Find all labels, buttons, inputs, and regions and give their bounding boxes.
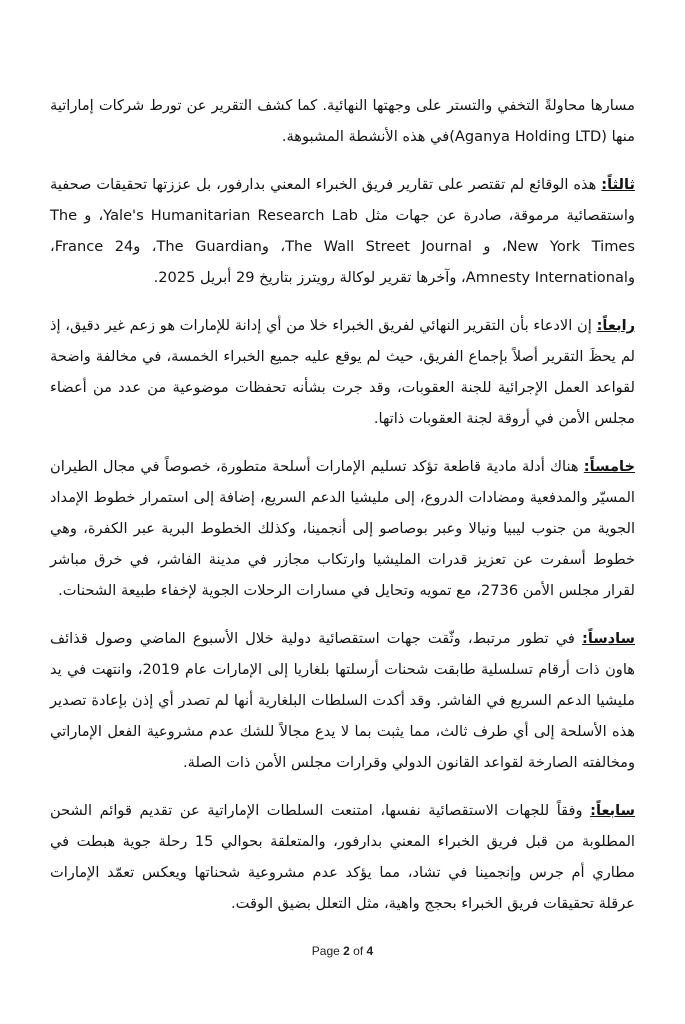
current-page-number: 2 bbox=[343, 944, 350, 958]
paragraph-text: في تطور مرتبط، وثّقت جهات استقصائية دولية خلال الأسبوع الماضي وصول قذائف هاون ذات أرقام تسلسلية طابقت شحنات أرسلتها بلغاريا إلى الإمارات عام 2019، وانتهت في يد مليشيا الدعم السريع في الفاشر. وقد أكدت السلطات البلغارية أنها لم تصدر أي إذن بإعادة تصدير هذه الأسلحة إلى أي طرف ثالث، مما يثبت بما لا يدع مجالاً للشك عدم مشروعية الفعل الإماراتي ومخالفته الصارخة لقواعد القانون الدولي وقرارات مجلس الأمن ذات الصلة. bbox=[50, 630, 635, 771]
paragraph-lead: رابعاً: bbox=[596, 317, 635, 334]
paragraph-text: إن الادعاء بأن التقرير النهائي لفريق الخبراء خلا من أي إدانة للإمارات هو زعم غير دقيق، إذ لم يحظَ التقرير أصلاً بإجماع الفريق، حيث لم يوقع عليه جميع الخبراء الخمسة، في مخالفة واضحة لقواعد العمل الإجرائية للجنة العقوبات، وقد جرت بشأنه تحفظات موضوعية من عدد من أعضاء مجلس الأمن في أروقة لجنة العقوبات ذاتها. bbox=[50, 317, 635, 427]
paragraph-lead: سادساً: bbox=[582, 630, 635, 647]
paragraph-lead: خامساً: bbox=[583, 458, 635, 475]
paragraph-third bbox=[50, 169, 635, 293]
paragraph-sixth bbox=[50, 623, 635, 778]
document-body bbox=[50, 90, 635, 936]
page-word: Page bbox=[311, 944, 340, 958]
paragraph-seventh bbox=[50, 795, 635, 919]
paragraph-lead: سابعاً: bbox=[590, 802, 635, 819]
paragraph-fourth bbox=[50, 310, 635, 434]
paragraph-text: هناك أدلة مادية قاطعة تؤكد تسليم الإمارات أسلحة متطورة، خصوصاً في مجال الطيران المسيّر والمدفعية ومضادات الدروع، إلى مليشيا الدعم السريع، إضافة إلى استمرار خطوط الإمداد الجوية من جنوب ليبيا ونيالا وعبر بوصاصو إلى أنجمينا، وكذلك الخطوط البرية عبر الكفرة، وهي خطوط أسفرت عن تعزيز قدرات المليشيا وارتكاب مجازر في مدينة الفاشر، في خرق مباشر لقرار مجلس الأمن 2736، مع تمويه وتحايل في مسارات الرحلات الجوية لإخفاء طبيعة الشحنات. bbox=[50, 458, 635, 599]
paragraph-text: هذه الوقائع لم تقتصر على تقارير فريق الخبراء المعني بدارفور، بل عززتها تحقيقات صحفية واستقصائية مرموقة، صادرة عن جهات مثل Yale's Humanitarian Research Lab، و The New York Times، و The Wall Street Journal، وThe Guardian، و24 France، وAmnesty International، وآخرها تقرير لوكالة رويترز بتاريخ 29 أبريل 2025. bbox=[50, 176, 635, 286]
paragraph-continuation bbox=[50, 90, 635, 152]
of-word: of bbox=[353, 944, 364, 958]
paragraph-fifth bbox=[50, 451, 635, 606]
paragraph-text: مسارها محاولةً التخفي والتستر على وجهتها النهائية. كما كشف التقرير عن تورط شركات إماراتية منها (Aganya Holding LTD)في هذه الأنشطة المشبوهة. bbox=[50, 97, 635, 145]
page-footer bbox=[0, 944, 685, 958]
paragraph-lead: ثالثاً: bbox=[601, 176, 635, 193]
total-page-count: 4 bbox=[366, 944, 374, 958]
paragraph-text: وفقاً للجهات الاستقصائية نفسها، امتنعت السلطات الإماراتية عن تقديم قوائم الشحن المطلوبة من قبل فريق الخبراء المعني بدارفور، والمتعلقة بحوالي 15 رحلة جوية هبطت في مطاري أم جرس وإنجمينا في تشاد، مما يؤكد عدم مشروعية شحناتها ويعكس تعمّد الإمارات عرقلة تحقيقات فريق الخبراء بحجج واهية، مثل التعلل بضيق الوقت. bbox=[50, 802, 635, 912]
